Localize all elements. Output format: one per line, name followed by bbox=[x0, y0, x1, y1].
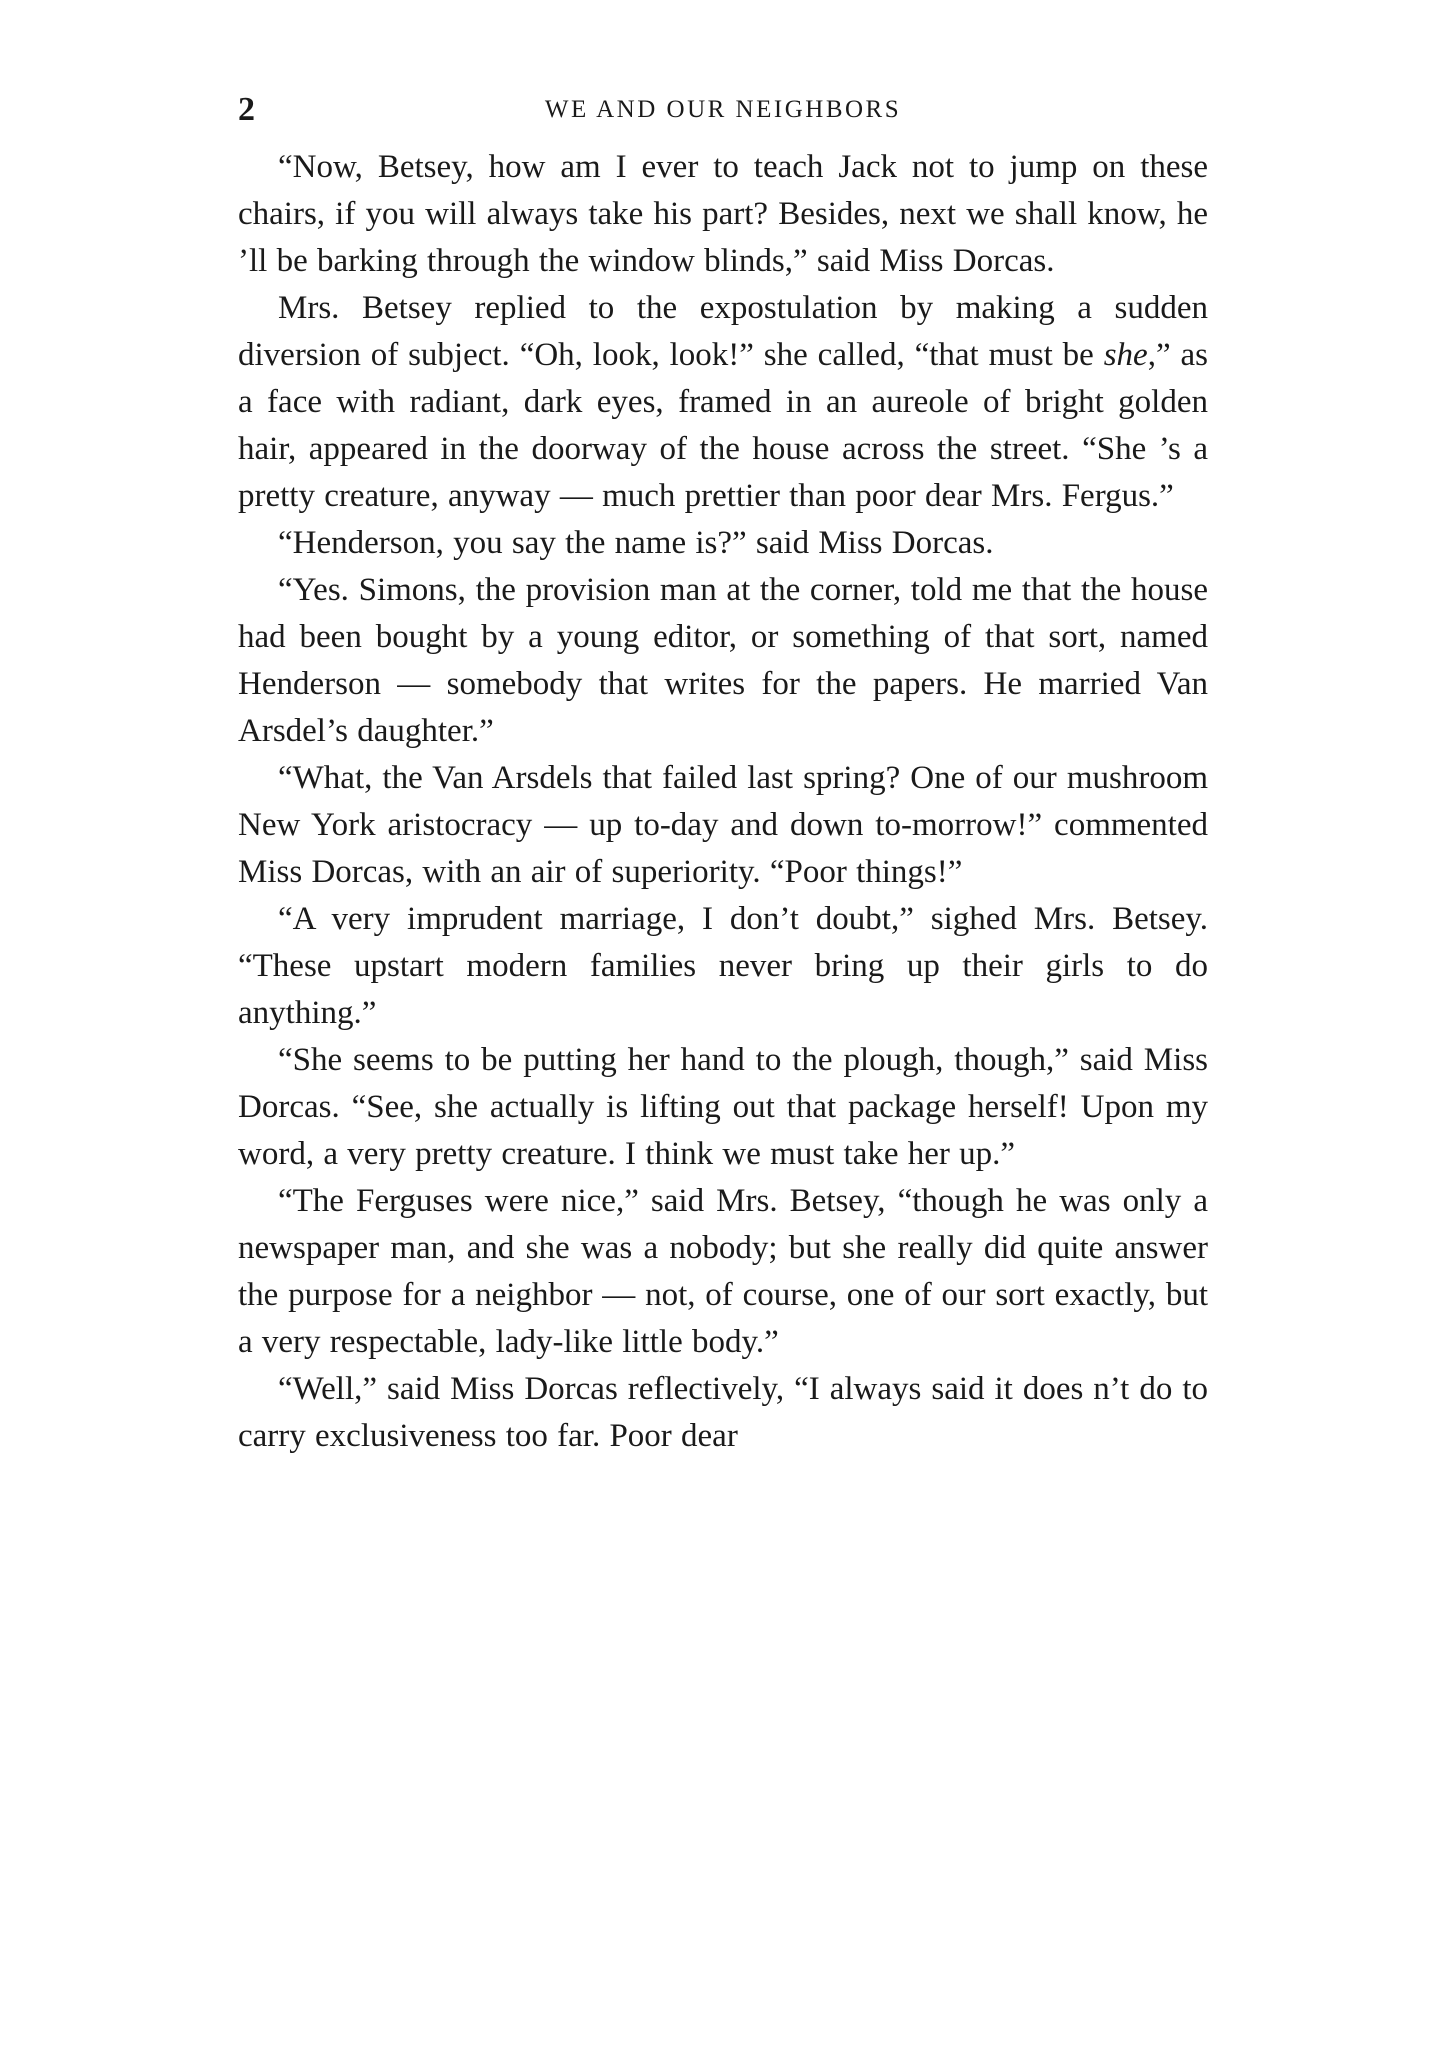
paragraph-9: “Well,” said Miss Dorcas reflectively, “I always said it does n’t do to carry exclusiveness too far. Poor dear bbox=[238, 1371, 1208, 1454]
paragraph-1: “Now, Betsey, how am I ever to teach Jack not to jump on these chairs, if you will always take his part? Besides, next we shall know, he ’ll be barking through the window blinds,” said Miss Dorcas. bbox=[238, 149, 1208, 279]
paragraph-5: “What, the Van Arsdels that failed last spring? One of our mushroom New York aristocracy — up to-day and down to-morrow!” commented Miss Dorcas, with an air of superiority. “Poor things!” bbox=[238, 760, 1208, 890]
page-number: 2 bbox=[238, 91, 255, 128]
paragraph-6: “A very imprudent marriage, I don’t doubt,” sighed Mrs. Betsey. “These upstart modern families never bring up their girls to do anything.” bbox=[238, 901, 1208, 1031]
running-head bbox=[238, 88, 1208, 140]
paragraph-7: “She seems to be putting her hand to the plough, though,” said Miss Dorcas. “See, she actually is lifting out that package herself! Upon my word, a very pretty creature. I think we must take her up.” bbox=[238, 1042, 1208, 1172]
paragraph-8: “The Ferguses were nice,” said Mrs. Betsey, “though he was only a newspaper man, and she was a nobody; but she really did quite answer the purpose for a neighbor — not, of course, one of our sort exactly, but a very respectable, lady-like little body.” bbox=[238, 1183, 1208, 1360]
paragraph-2-italic-word: she bbox=[1103, 337, 1148, 373]
book-page bbox=[238, 88, 1208, 1460]
running-title: WE AND OUR NEIGHBORS bbox=[544, 96, 902, 123]
body-text bbox=[238, 144, 1208, 1460]
paragraph-2 bbox=[238, 285, 1208, 520]
paragraph-4: “Yes. Simons, the provision man at the corner, told me that the house had been bought by a young editor, or something of that sort, named Henderson — somebody that writes for the papers. He married Van Arsdel’s daughter.” bbox=[238, 572, 1208, 749]
paragraph-2-text-after: ,” as a face with radiant, dark eyes, framed in an aureole of bright golden hair, appeared in the doorway of the house across the street. “She ’s a pretty creature, anyway — much prettier than poor dear Mrs. Fergus.” bbox=[238, 337, 1208, 514]
paragraph-2-text-before: Mrs. Betsey replied to the expostulation by making a sudden diversion of subject. “Oh, look, look!” she called, “that must be bbox=[238, 290, 1208, 373]
paragraph-3: “Henderson, you say the name is?” said Miss Dorcas. bbox=[278, 525, 994, 561]
